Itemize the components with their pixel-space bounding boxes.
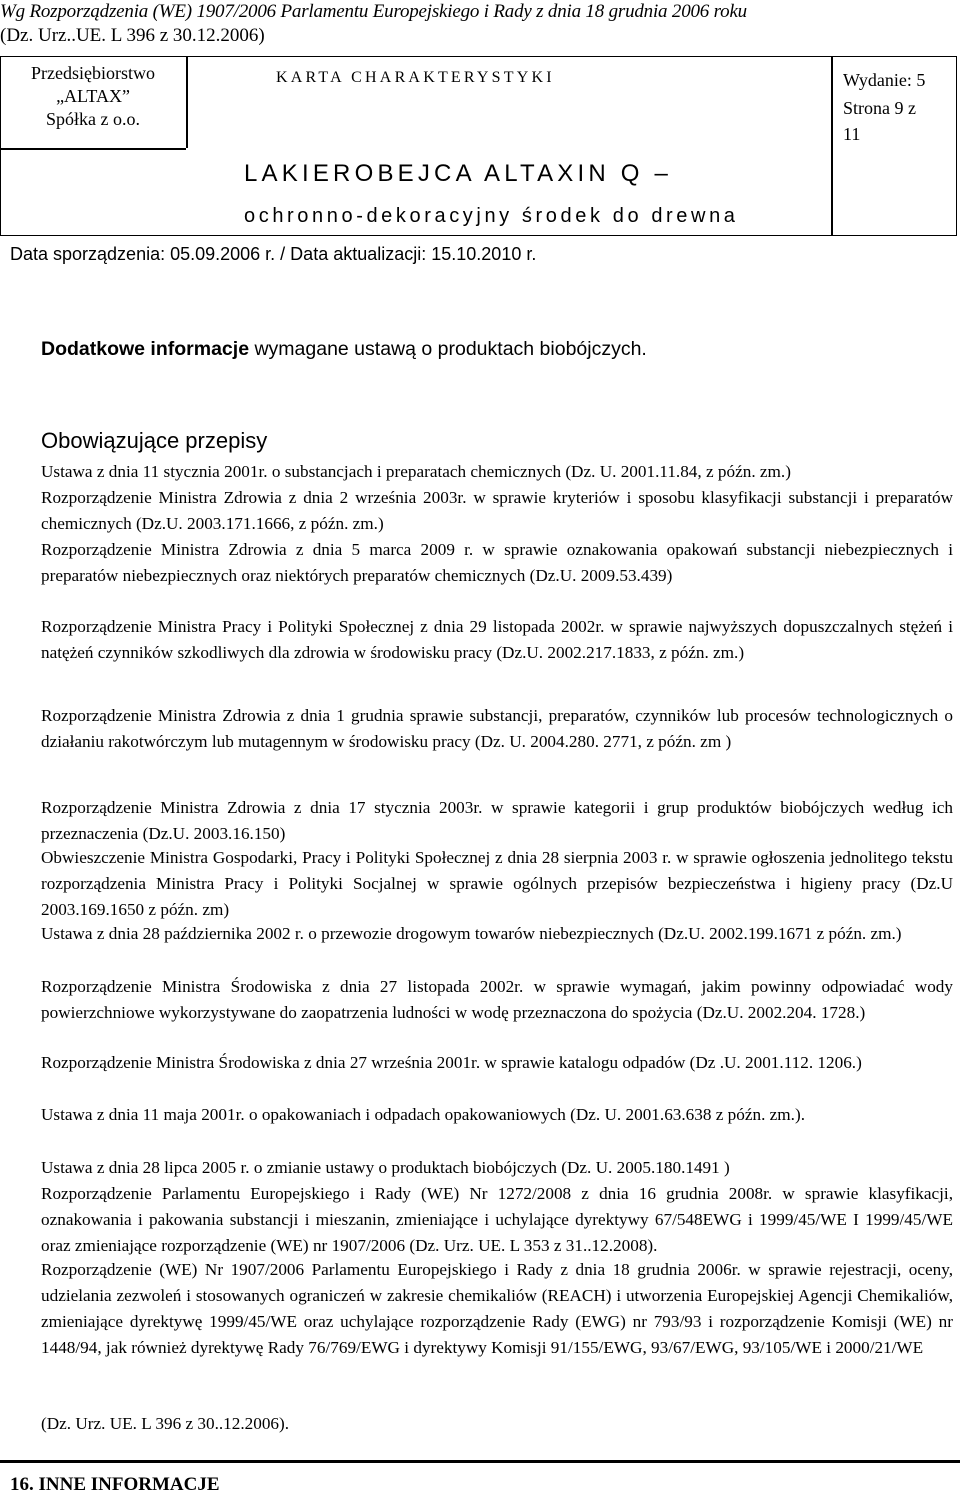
header-divider-left	[186, 56, 188, 148]
page-number: Strona 9 z	[843, 98, 916, 118]
regulation-item: Ustawa z dnia 28 października 2002 r. o przewozie drogowym towarów niebezpiecznych (Dz.U. 2002.199.1671 z późn. zm.)	[41, 924, 902, 943]
regulation-item: Rozporządzenie Ministra Zdrowia z dnia 2 września 2003r. w sprawie kryteriów i sposobu klasyfikacji substancji i preparatów chemicznych (Dz.U. 2003.171.1666, z późn. zm.)	[41, 488, 953, 533]
company-name	[0, 62, 186, 131]
regulation-item: Ustawa z dnia 11 stycznia 2001r. o substancjach i preparatach chemicznych (Dz. U. 2001.11.84, z późn. zm.)	[41, 462, 791, 481]
page-total: 11	[843, 124, 861, 144]
document-type: KARTA CHARAKTERYSTYKI	[276, 69, 555, 86]
footer-divider	[0, 1460, 960, 1463]
regulation-item: Rozporządzenie Ministra Zdrowia z dnia 5 marca 2009 r. w sprawie oznakowania opakowań substancji niebezpiecznych i preparatów niebezpiecznych oraz niektórych preparatów chemicznych (Dz.U. 2009.53.439)	[41, 540, 953, 585]
company-line-1: Przedsiębiorstwo	[31, 63, 155, 83]
additional-info-text: wymagane ustawą o produktach biobójczych.	[249, 338, 647, 360]
company-line-2: „ALTAX”	[56, 86, 130, 106]
regulation-item: Rozporządzenie Ministra Pracy i Polityki Społecznej z dnia 29 listopada 2002r. w sprawie najwyższych dopuszczalnych stężeń i natężeń czynników szkodliwych dla zdrowia w środowisku pracy (Dz.U. 2002.217.1833, z późn. zm.)	[41, 617, 953, 662]
regulation-item: Rozporządzenie Parlamentu Europejskiego i Rady (WE) Nr 1272/2008 z dnia 16 grudnia 2008r. w sprawie klasyfikacji, oznakowania i pakowania substancji i mieszanin, zmieniające i uchylające dyrektywy 67/548EWG i 1999/45/WE I 1999/45/WE oraz zmieniające rozporządzenie (WE) nr 1907/2006 (Dz. Urz. UE. L 353 z 31..12.2008).	[41, 1184, 953, 1255]
additional-info-label: Dodatkowe informacje	[41, 338, 250, 360]
regulation-item: Rozporządzenie Ministra Zdrowia z dnia 17 stycznia 2003r. w sprawie kategorii i grup produktów biobójczych według ich przeznaczenia (Dz.U. 2003.16.150)	[41, 798, 953, 843]
regulation-item: Rozporządzenie Ministra Środowiska z dnia 27 listopada 2002r. w sprawie wymagań, jakim powinny odpowiadać wody powierzchniowe wykorzystywane do zaopatrzenia ludności w wodę przeznaczona do spożycia (Dz.U. 2002.204. 1728.)	[41, 977, 953, 1022]
company-line-3: Spółka z o.o.	[46, 109, 140, 129]
regulation-item: Ustawa z dnia 11 maja 2001r. o opakowaniach i odpadach opakowaniowych (Dz. U. 2001.63.638 z późn. zm.).	[41, 1105, 805, 1124]
header-divider-horizontal	[0, 148, 186, 150]
regulation-reference: (Dz. Urz..UE. L 396 z 30.12.2006)	[0, 25, 265, 46]
product-subtitle: ochronno-dekoracyjny środek do drewna	[244, 205, 739, 227]
regulation-title: Wg Rozporządzenia (WE) 1907/2006 Parlamentu Europejskiego i Rady z dnia 18 grudnia 2006 roku	[0, 1, 747, 22]
edition-number: Wydanie: 5	[843, 70, 926, 90]
section-16-title: 16. INNE INFORMACJE	[10, 1474, 220, 1495]
header-divider-right	[831, 56, 833, 236]
regulation-item: Rozporządzenie Ministra Zdrowia z dnia 1 grudnia sprawie substancji, preparatów, czynników lub procesów technologicznych o działaniu rakotwórczym lub mutagennym w środowisku pracy (Dz. U. 2004.280. 2771, z późn. zm )	[41, 706, 953, 751]
additional-info-line	[41, 338, 647, 361]
regulation-item: Rozporządzenie (WE) Nr 1907/2006 Parlamentu Europejskiego i Rady z dnia 18 grudnia 2006r. w sprawie rejestracji, oceny, udzielania zezwoleń i stosowanych ograniczeń w zakresie chemikaliów (REACH) i utworzenia Europejskiej Agencji Chemikaliów, zmieniające dyrektywę 1999/45/WE oraz uchylające rozporządzenie Rady (EWG) nr 793/93 i rozporządzenie Komisji (WE) nr 1448/94, jak również dyrektywę Rady 76/769/EWG i dyrektywy Komisji 91/155/EWG, 93/67/EWG, 93/105/WE i 2000/21/WE	[41, 1260, 953, 1357]
document-dates: Data sporządzenia: 05.09.2006 r. / Data aktualizacji: 15.10.2010 r.	[10, 244, 537, 264]
product-name: LAKIEROBEJCA ALTAXIN Q –	[244, 160, 673, 187]
regulation-item: Obwieszczenie Ministra Gospodarki, Pracy i Polityki Społecznej z dnia 28 sierpnia 2003 r. w sprawie ogłoszenia jednolitego tekstu rozporządzenia Ministra Pracy i Polityki Socjalnej w sprawie ogólnych przepisów bezpieczeństwa i higieny pracy (Dz.U 2003.169.1650 z późn. zm)	[41, 848, 953, 919]
regulation-item: Ustawa z dnia 28 lipca 2005 r. o zmianie ustawy o produktach biobójczych (Dz. U. 2005.180.1491 )	[41, 1158, 730, 1177]
regulation-item: (Dz. Urz. UE. L 396 z 30..12.2006).	[41, 1414, 290, 1433]
regulation-item: Rozporządzenie Ministra Środowiska z dnia 27 września 2001r. w sprawie katalogu odpadów (Dz .U. 2001.112. 1206.)	[41, 1053, 862, 1072]
regulations-heading: Obowiązujące przepisy	[41, 428, 268, 453]
